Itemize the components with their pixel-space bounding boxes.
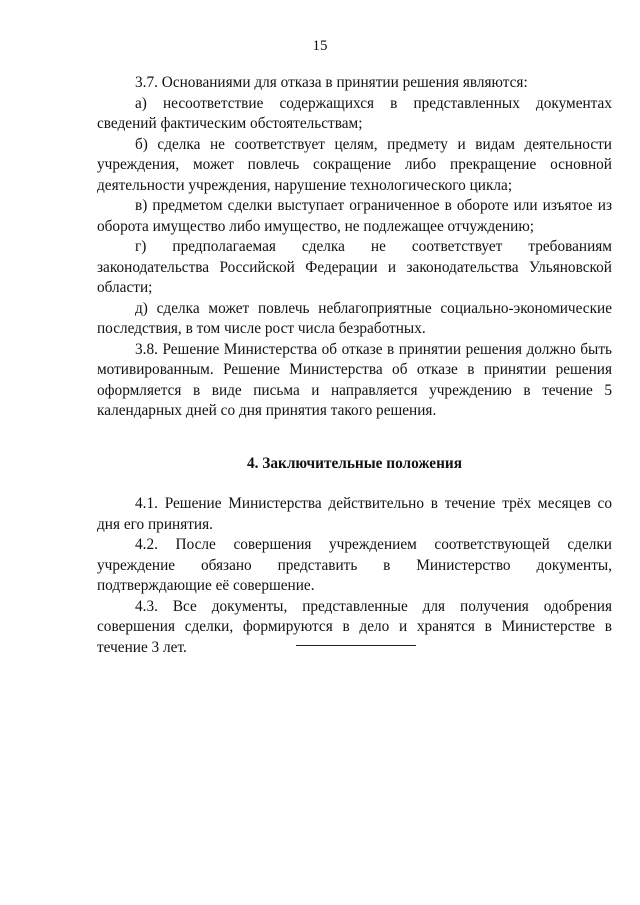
clause-4-1: 4.1. Решение Министерства действительно в течение трёх месяцев со дня его принятия. <box>97 495 612 533</box>
section-heading: 4. Заключительные положения <box>246 454 462 472</box>
clause-4-2: 4.2. После совершения учреждением соответствующей сделки учреждение обязано представить в Министерство документы, подтверждающие её совершение. <box>97 536 612 594</box>
clause-3-7-a: а) несоответствие содержащихся в представленных документах сведений фактическим обстоятельствам; <box>97 94 612 132</box>
clause-3-7: 3.7. Основаниями для отказа в принятии решения являются: <box>135 74 528 91</box>
clause-3-7-d: д) сделка может повлечь неблагоприятные социально-экономические последствия, в том числе рост числа безработных. <box>97 299 612 337</box>
clause-4-3: 4.3. Все документы, представленные для получения одобрения совершения сделки, формируются в дело и хранятся в Министерстве в течение 3 лет. <box>97 597 612 656</box>
clause-3-8: 3.8. Решение Министерства об отказе в принятии решения должно быть мотивированным. Решение Министерства об отказе в принятии решения оформляется в виде письма и направляется учреждению в течение 5 календарных дней со дня принятия такого решения. <box>97 340 612 419</box>
clause-3-7-g: г) предполагаемая сделка не соответствует требованиям законодательства Российской Федерации и законодательства Ульяновской области; <box>97 238 612 296</box>
page-number: 15 <box>312 38 328 54</box>
clause-3-7-b: б) сделка не соответствует целям, предмету и видам деятельности учреждения, может повлечь сокращение либо прекращение основной деятельности учреждения, нарушение технологического цикла; <box>97 135 612 194</box>
document-body <box>97 73 612 658</box>
clause-3-7-v: в) предметом сделки выступает ограниченное в обороте или изъятое из оборота имущество либо имущество, не подлежащее отчуждению; <box>97 197 612 235</box>
end-of-document-rule <box>296 645 416 646</box>
